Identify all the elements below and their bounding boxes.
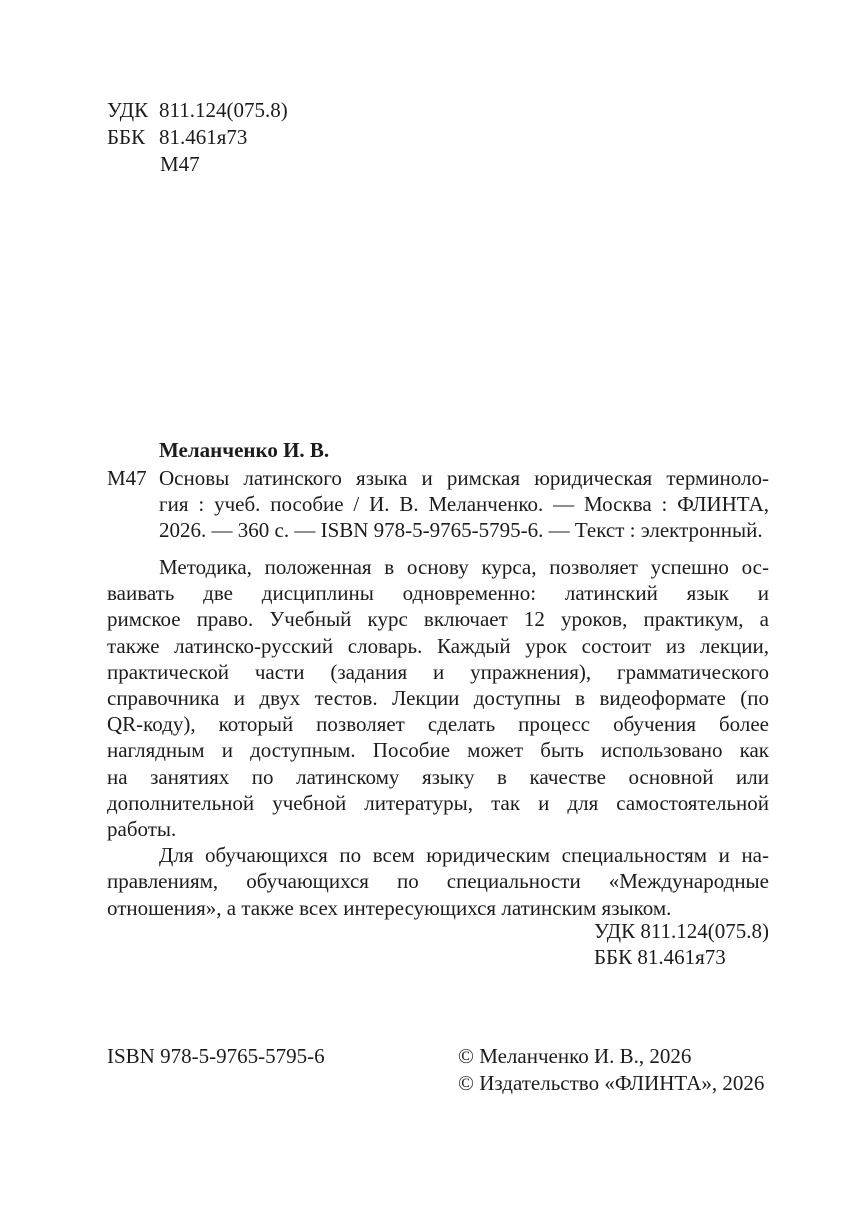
bib-line: Основы латинского языка и римская юридическая терминоло-	[159, 466, 769, 490]
footer-classification	[594, 918, 769, 970]
annotation-line: ваивать две дисциплины одновременно: латинский язык и	[107, 581, 769, 606]
card-code: М47	[107, 466, 147, 490]
bbk-value: 81.461я73	[159, 125, 248, 149]
annotation-line: правлениям, обучающихся по специальности «Международные	[107, 869, 769, 894]
bbk-label: ББК	[107, 125, 146, 149]
annotation-line: практической части (задания и упражнения), грамматического	[107, 659, 769, 684]
annotation-line: отношения», а также всех интересующихся латинским языком.	[107, 895, 672, 920]
copyright-author: © Меланченко И. В., 2026	[458, 1044, 692, 1068]
udk-row	[107, 97, 288, 124]
author-mark: М47	[160, 152, 200, 176]
annotation-line: QR-коду), который позволяет сделать процесс обучения более	[107, 712, 769, 737]
udk-value: 811.124(075.8)	[159, 98, 288, 122]
footer-bbk: ББК 81.461я73	[594, 945, 726, 969]
author-heading: Меланченко И. В.	[159, 438, 330, 462]
copyright-publisher: © Издательство «ФЛИНТА», 2026	[458, 1071, 765, 1095]
footer-udk: УДК 811.124(075.8)	[594, 919, 770, 943]
annotation-line: наглядным и доступным. Пособие может быть использовано как	[107, 738, 769, 763]
annotation-line: дополнительной учебной литературы, так и для самостоятельной	[107, 790, 769, 815]
annotation-line: работы.	[107, 817, 177, 842]
annotation-line: справочника и двух тестов. Лекции доступны в видеоформате (по	[107, 686, 769, 711]
bibliographic-record	[159, 465, 769, 543]
annotation-line: Для обучающихся по всем юридическим специальностям и на-	[159, 843, 769, 868]
bib-line: 2026. — 360 с. — ISBN 978-5-9765-5795-6. — Текст : электронный.	[159, 518, 763, 542]
classification-block	[107, 97, 288, 178]
bib-line: гия : учеб. пособие / И. В. Меланченко. — Москва : ФЛИНТА,	[159, 492, 769, 516]
annotation-line: также латинско-русский словарь. Каждый урок состоит из лекции,	[107, 633, 769, 658]
annotation-line: на занятиях по латинскому языку в качестве основной или	[107, 764, 769, 789]
isbn: ISBN 978-5-9765-5795-6	[107, 1044, 325, 1068]
annotation-line: римское право. Учебный курс включает 12 уроков, практикум, а	[107, 607, 769, 632]
copyright-block	[458, 1043, 764, 1097]
bbk-row	[107, 124, 288, 151]
udk-label: УДК	[107, 98, 149, 122]
annotation	[107, 554, 769, 921]
annotation-line: Методика, положенная в основу курса, позволяет успешно ос-	[159, 555, 769, 579]
